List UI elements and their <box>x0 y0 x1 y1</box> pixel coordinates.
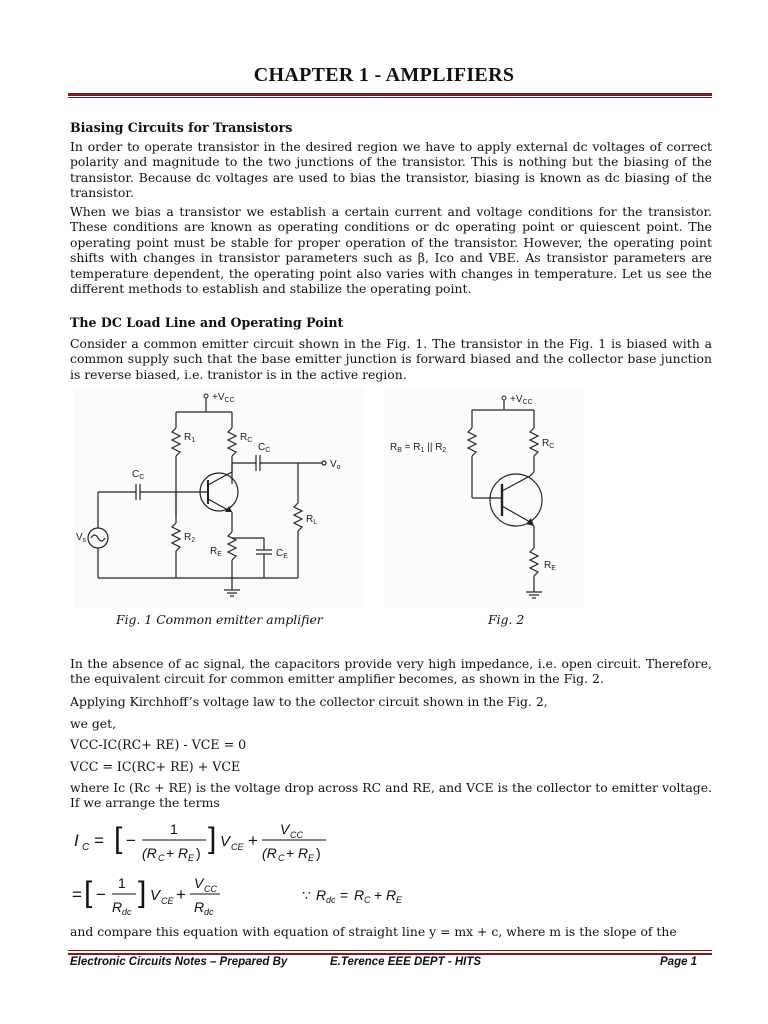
fig2-rc-subscript: C <box>549 443 555 450</box>
fig2-rb-parallel: || R <box>424 442 443 453</box>
svg-text:dc: dc <box>326 895 336 905</box>
equation-rdc-expression <box>70 872 490 918</box>
fig1-rl-subscript: L <box>313 519 318 526</box>
footer-page-number: Page 1 <box>660 956 698 968</box>
svg-text:R: R <box>354 887 365 903</box>
fig1-rc-label: R <box>240 432 248 443</box>
fig1-vcc-label: +V <box>212 392 225 403</box>
fig1-re-subscript: E <box>217 551 222 558</box>
figure-2-caption: Fig. 2 <box>488 612 525 627</box>
fig1-re-label: R <box>210 546 218 557</box>
paragraph-biasing-intro: In order to operate transistor in the desired region we have to apply external dc voltages of correct polarity and magnitude to the two junctions of the transistor. This is nothing but the biasing of the transistor. Because dc voltages are used to bias the transistor, biasing is known as dc biasing of the transistor. <box>70 139 712 201</box>
fig1-ce-label: C <box>276 548 284 559</box>
section-heading-biasing: Biasing Circuits for Transistors <box>70 120 293 135</box>
svg-text:+: + <box>248 831 258 850</box>
fig1-vo-subscript: o <box>336 464 341 471</box>
svg-text:C: C <box>278 853 285 863</box>
fig1-vcc-subscript: CC <box>224 397 235 404</box>
fig2-re-label: R <box>544 560 552 571</box>
svg-text:C: C <box>158 853 165 863</box>
svg-text:R: R <box>178 845 189 861</box>
footer-notes-label: Electronic Circuits Notes – Prepared By <box>70 956 288 968</box>
fig2-rb-equation: = R <box>401 442 421 453</box>
paragraph-straight-line: and compare this equation with equation of straight line y = mx + c, where m is the slope of the <box>70 924 677 939</box>
svg-text:C: C <box>364 895 371 905</box>
paragraph-kirchhoff: Applying Kirchhoff’s voltage law to the collector circuit shown in the Fig. 2, <box>70 694 548 709</box>
svg-text:+: + <box>176 885 186 904</box>
footer-rule-thick <box>68 953 712 955</box>
paragraph-operating-point: When we bias a transistor we establish a certain current and voltage conditions for the transistor. These conditions are known as operating conditions or dc operating point or quiescent point. The operating point must be stable for proper operation of the transistor. However, the operating point shifts with changes in transistor parameters such as β, Ico and VBE. As transistor parameters are temperature dependent, the operating point also varies with changes in temperature. Let us see the different methods to establish and stabilize the operating point. <box>70 204 712 297</box>
svg-text:R: R <box>316 887 327 903</box>
fig1-ce-subscript: E <box>283 553 288 560</box>
svg-text:]: ] <box>208 822 217 855</box>
equation-kvl-2: VCC = IC(RC+ RE) + VCE <box>70 759 241 774</box>
svg-text:E: E <box>308 853 315 863</box>
fig2-rb-subscript: B <box>397 447 402 454</box>
svg-text:R: R <box>386 887 397 903</box>
svg-text:1: 1 <box>170 821 178 837</box>
svg-text:∵: ∵ <box>302 887 311 903</box>
svg-text:V: V <box>150 887 161 904</box>
fig1-vs-label: V <box>76 532 83 543</box>
fig2-rc-label: R <box>542 438 550 449</box>
fig1-vo-label: V <box>330 459 337 470</box>
svg-text:=: = <box>94 831 104 850</box>
svg-text:[: [ <box>84 876 93 909</box>
footer-author: E.Terence EEE DEPT - HITS <box>330 956 482 968</box>
fig2-rb-label: R <box>390 442 398 453</box>
fig1-rc-subscript: C <box>247 437 253 444</box>
svg-text:E: E <box>396 895 403 905</box>
svg-text:R: R <box>112 899 123 915</box>
svg-text:−: − <box>126 831 136 850</box>
footer-rule <box>68 950 712 951</box>
equation-kvl-1: VCC-IC(RC+ RE) - VCE = 0 <box>70 737 247 752</box>
paragraph-ac-signal: In the absence of ac signal, the capacitors provide very high impedance, i.e. open circuit. Therefore, the equivalent circuit for common emitter amplifier becomes, as shown in the Fig. 2. <box>70 656 712 687</box>
svg-text:dc: dc <box>122 907 132 917</box>
fig1-r1-label: R <box>184 432 192 443</box>
fig1-cc-out-label: C <box>258 442 266 453</box>
fig1-vs-subscript: s <box>82 537 87 544</box>
fig2-re-subscript: E <box>551 565 556 572</box>
fig1-rl-label: R <box>306 514 314 525</box>
fig2-rb-equation-subscript-1: 1 <box>420 447 425 454</box>
fig1-cc-in-subscript: C <box>139 474 145 481</box>
svg-text:−: − <box>96 885 106 904</box>
fig1-cc-out-subscript: C <box>265 447 271 454</box>
title-rule <box>68 93 712 96</box>
svg-text:V: V <box>194 875 204 891</box>
svg-text:+: + <box>374 887 383 903</box>
svg-text:(R: (R <box>142 845 157 861</box>
fig2-vcc-label: +V <box>510 394 523 405</box>
svg-text:C: C <box>82 842 90 853</box>
paragraph-voltage-drop: where Ic (Rc + RE) is the voltage drop across RC and RE, and VCE is the collector to emitter voltage. If we arrange the terms <box>70 780 712 811</box>
svg-text:=: = <box>340 887 349 903</box>
svg-text:CC: CC <box>290 830 303 840</box>
svg-text:(R: (R <box>262 845 277 861</box>
svg-text:R: R <box>194 899 205 915</box>
fig1-cc-in-label: C <box>132 469 140 480</box>
svg-text:CE: CE <box>231 842 244 852</box>
paragraph-we-get: we get, <box>70 716 117 731</box>
svg-text:+: + <box>166 845 175 861</box>
svg-text:R: R <box>298 845 309 861</box>
equation-ic-expression <box>70 816 330 866</box>
fig1-r2-label: R <box>184 532 192 543</box>
svg-text:1: 1 <box>118 875 126 891</box>
svg-text:+: + <box>286 845 295 861</box>
figure-2-circuit <box>384 388 584 608</box>
svg-text:V: V <box>220 833 231 850</box>
fig1-r1-subscript: 1 <box>191 437 196 444</box>
svg-text:V: V <box>280 821 290 837</box>
svg-text:CC: CC <box>204 884 217 894</box>
svg-text:E: E <box>188 853 195 863</box>
fig2-vcc-subscript: CC <box>522 399 533 406</box>
chapter-title: CHAPTER 1 - AMPLIFIERS <box>253 64 515 86</box>
svg-text:[: [ <box>114 822 123 855</box>
figure-1-caption: Fig. 1 Common emitter amplifier <box>116 612 323 627</box>
svg-text:=: = <box>72 885 82 904</box>
svg-text:): ) <box>316 845 321 861</box>
svg-text:CE: CE <box>161 896 174 906</box>
fig1-r2-subscript: 2 <box>191 537 196 544</box>
title-rule-thin <box>68 97 712 98</box>
svg-text:]: ] <box>138 876 147 909</box>
figure-1-circuit <box>74 388 364 608</box>
section-heading-load-line: The DC Load Line and Operating Point <box>70 315 344 330</box>
svg-text:I: I <box>74 831 79 850</box>
fig2-rb-equation-subscript-2: 2 <box>442 447 447 454</box>
svg-text:dc: dc <box>204 907 214 917</box>
svg-text:): ) <box>196 845 201 861</box>
paragraph-common-emitter: Consider a common emitter circuit shown in the Fig. 1. The transistor in the Fig. 1 is biased with a common supply such that the base emitter junction is forward biased and the collector base junction is reverse biased, i.e. tranistor is in the active region. <box>70 336 712 382</box>
